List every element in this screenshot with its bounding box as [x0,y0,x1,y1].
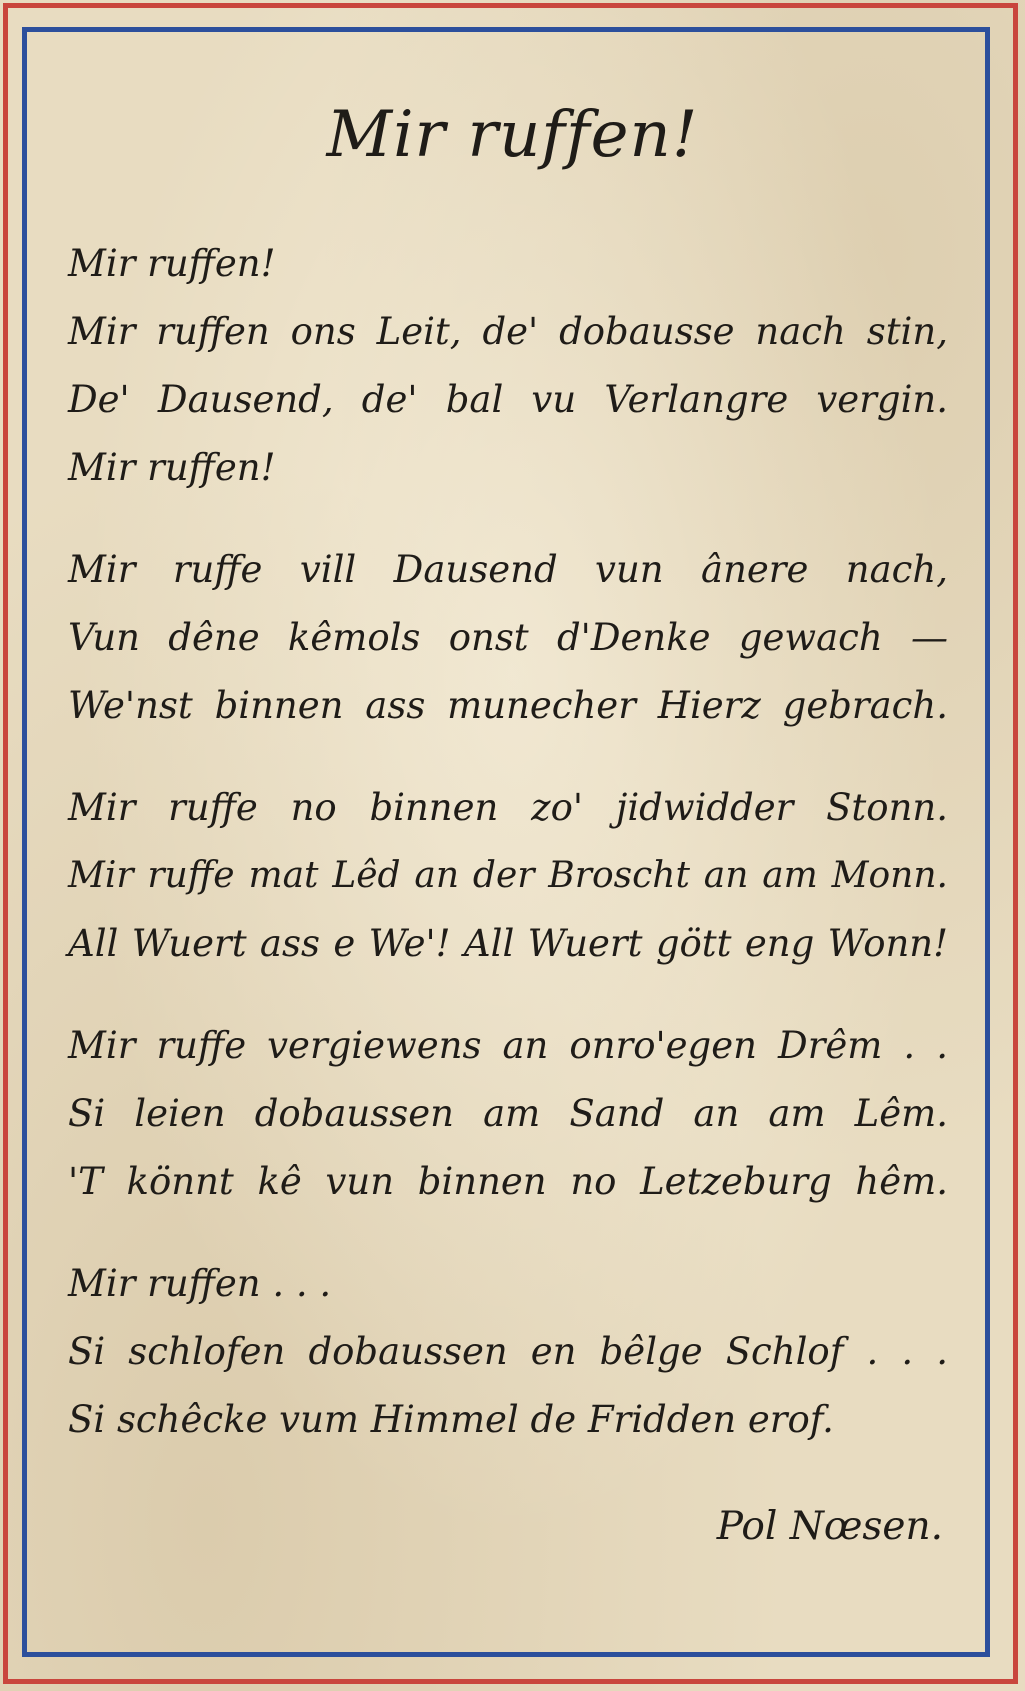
stanza-gap [68,502,948,536]
poem-line: All Wuert ass e We'! All Wuert gött eng Wonn! [68,922,948,965]
stanza-1 [68,230,948,502]
poem-line: We'nst binnen ass munecher Hierz gebrach. [68,684,948,727]
poem-body [68,230,948,1454]
poem-line: 'T könnt kê vun binnen no Letzeburg hêm. [68,1160,948,1203]
poem-line: Vun dêne kêmols onst d'Denke gewach — [68,616,948,659]
stanza-gap [68,740,948,774]
poem-line: Si leien dobaussen am Sand an am Lêm. [68,1092,948,1135]
stanza-gap [68,978,948,1012]
poem-line: Mir ruffen! [68,242,276,285]
poem-line: Mir ruffe vergiewens an onro'egen Drêm . . [68,1024,948,1067]
stanza-4 [68,1012,948,1216]
poem-title: Mir ruffen! [326,98,699,172]
poem-line: Mir ruffe mat Lêd an der Broscht an am Monn. [68,855,948,896]
stanza-3 [68,774,948,978]
poem-line: Si schlofen dobaussen en bêlge Schlof . . . [68,1330,948,1373]
poem-line: Mir ruffen! [68,446,276,489]
stanza-5 [68,1250,948,1454]
poem-line: Si schêcke vum Himmel de Fridden erof. [68,1398,834,1441]
stanza-gap [68,1216,948,1250]
poem-line: Mir ruffen ons Leit, de' dobausse nach stin, [68,310,948,353]
poem-line: Mir ruffen . . . [68,1262,332,1305]
stanza-2 [68,536,948,740]
poem-line: Mir ruffe no binnen zo' jidwidder Stonn. [68,786,948,829]
author-signature: Pol Nœsen. [716,1504,943,1549]
poem-line: Mir ruffe vill Dausend vun ânere nach, [68,548,948,591]
poem-line: De' Dausend, de' bal vu Verlangre vergin. [68,378,948,421]
